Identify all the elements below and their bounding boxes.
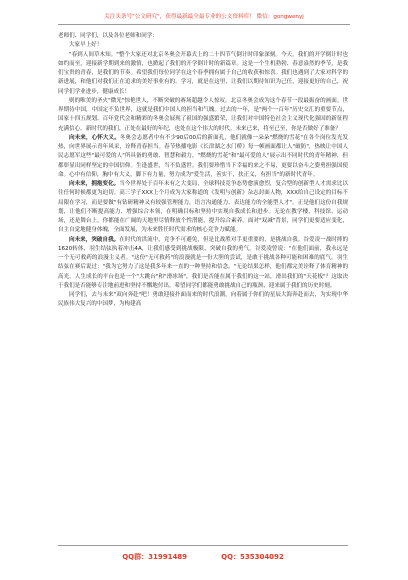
- heading-breakthrough: 向未来，突破自我。: [69, 236, 120, 243]
- greeting: 大家早上好！: [69, 42, 103, 49]
- paragraph-change: [58, 180, 348, 236]
- qq-number: QQ：535304092: [221, 553, 284, 561]
- paragraph-breakthrough: [58, 236, 348, 292]
- paragraph-opening: "春到人间草木知。"整个大家还对北京冬奥会开幕式上的二十四节气倒计时印象深刻。今天，我们的开学倒计时也如约而至，迎接新学期到来的激情，也掀起了我们的开学倒计时的新篇章。这是一个生机勃勃、春意盎然的季节，是我们宝贵的青春，是我们的节奏。希望我们每位同学在这个春季拥有属于自己的收获和惊喜。我们也遇到了大家对科学的新进展，和他们对我们正在追求的美好事业有的。学习，就是在这里，让我们以期待知识为己任，迎接更好的自己，祝同学们学业进步，健康成长！: [58, 51, 348, 95]
- paragraph-olympics: 则的唯美的圣火"微光"惊艳世人，不断突破的赛场超越令人惊叹。北京冬奥会成为这个春节一段最振奋的画面。世界期待中国，中国定不负世界，这就是我们中国人的担当和气魄。过去的一年，是"两个一百年"历史交汇的重要节点，国家十四五规划、百年党代会和精彩的冬奥会展现了祖国的强盛繁荣，让我们对中国特色社会主义现代化强国的新征程充满信心。新时代的我们，正处在最好的年纪，也处在这个伟大的时代。未来已来，将至已至，你是否做好了准备？: [58, 97, 348, 132]
- text-righteousness: 冬奥会志愿者中有不少90后00后的新面孔，他们就像一朵朵"燃烧的雪花"在各个岗位发光发热，向世界展示青年风采，诠释青春担当。春节热播电影《长津湖之水门桥》每一帧画面都让人"破防"，热映让中国人民志愿军这些"最可爱的人"所具备的勇敢、智慧和毅力，"燃烧的雪花"和"最可爱的人"展示出不同时代的青年精神，但都彰显出同样坚定的中国信仰。生逢盛世，当不负盛世。我们要珍惜当下幸福的来之不易，更要以奋斗之姿勇担强国使命。心中有信仰，胸中有大义，脚下有力量，努力成为"爱生活，善实干，扶正义，有担当"的新时代青年。: [58, 134, 348, 178]
- paragraph-righteousness: [58, 134, 348, 180]
- speech-body: [58, 32, 348, 536]
- top-banner: 关注头条号"公文研究"，获得最新最全最专业的公文资料库！ 微信：gongwenyj: [58, 12, 350, 25]
- heading-change: 向未来，拥抱变化。: [69, 181, 120, 187]
- qq-group: QQ群：31991489: [122, 553, 188, 561]
- salutation: 老师们、同学们，以及各位老师和同学：: [58, 33, 158, 39]
- text-breakthrough: 在时代的洪流中，竞争不可避免，但是比战胜对手更重要的，是挑战自我。谷爱凌一战时摔的1620转体、羽生结弦执着冲击4A，让我们感受到挑战极限、突破自我的勇气。谷爱凌曾说："在他们面前，我永远是一个无可救药的浪漫主义者。"这份"无可救药"的浪漫就是一份大胆的尝试，是敢于挑战各种可能和困难的底气。羽生结弦在赛后说过："我为它努力了这是我多年来一直的一种坚持和信念。"无论结果怎样，他们都完美诠释了体育精神的高光。人生成长的平台也是一个"大跳台"和"滑冰场"，我们是否能在属于我们的这一站，滑出我们的"天花板"？这取决于我们是否能够专注地前进和坚持不懈地付出。希望同学们都能勇敢挑战自己的瓶颈，迎来属于我们的历史时刻。: [58, 236, 348, 289]
- heading-righteousness: 向未来，心怀大义。: [69, 134, 120, 141]
- footer-contacts: [58, 545, 348, 562]
- paragraph-closing: 同学们，去与未来"双向奔赴"吧！勇敢迎接扑面而来的时代浪潮，向着属于你们的星辰大海奔赴而去，为实现中华民族伟大复兴的中国梦，为构建高: [58, 292, 348, 308]
- text-change: 当今世界处于百年未有之大变局，全球科技竞争态势愈演愈烈，复合型的创新型人才需求比以往任何时候都更为迫切。高三学子XXX上个月成为大家称道的《发明与创新》杂志封面人物，XXX给自己设定的目标不局限在学习，而是要做"有钻研精神又有较强管理能力，语言沟通能力、表达能力的全能型人才"。正是他们这份自我规划，让他们不断提高能力、增强综合本领，在明确目标和坚持中实现自我成长和进步。无论在教学楼、科技馆、运动场，还是舞台上，你都能在广阔的天地里尽情释放个性潜能，提升综合素养。面对"双减"背景，同学们更要适应变化，自主自觉地健身体魄，全面发展，为未来胜任时代需求的核心竞争力赋能。: [58, 181, 348, 234]
